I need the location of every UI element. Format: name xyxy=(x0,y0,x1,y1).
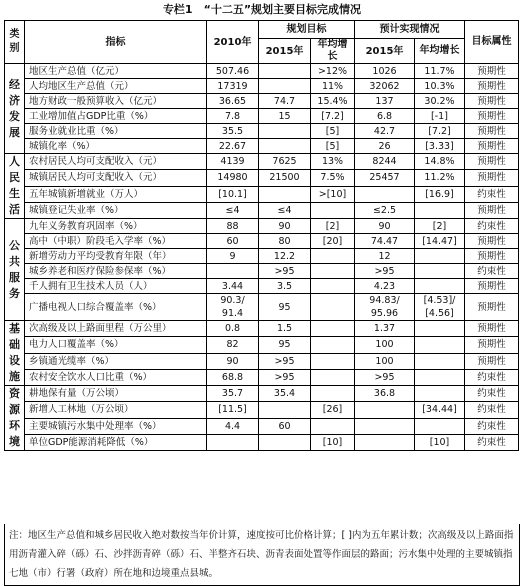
indicator-cell: 城乡养老和医疗保险参保率（%） xyxy=(25,264,207,279)
expected-2015-cell: >95 xyxy=(355,264,415,279)
attribute-cell: 预期性 xyxy=(465,353,519,369)
table-title: 专栏1 “十二五”规划主要目标完成情况 xyxy=(162,3,362,16)
attribute-cell: 预期性 xyxy=(465,109,519,124)
header-plan-2015: 2015年 xyxy=(259,39,311,64)
expected-2015-cell xyxy=(355,418,415,434)
table-row xyxy=(5,109,519,124)
table-row xyxy=(5,64,519,79)
plan-2015-cell: >95 xyxy=(259,353,311,369)
attribute-cell: 约束性 xyxy=(465,434,519,450)
table-row xyxy=(5,139,519,154)
table-row xyxy=(5,369,519,385)
header-category: 类别 xyxy=(5,21,25,64)
value-2010-cell: 7.8 xyxy=(207,109,259,124)
attribute-cell: 约束性 xyxy=(465,418,519,434)
header-2010: 2010年 xyxy=(207,21,259,64)
expected-2015-cell xyxy=(355,402,415,418)
plan-growth-cell: [5] xyxy=(311,124,355,139)
header-plan-growth: 年均增长 xyxy=(311,39,355,64)
value-2010-cell: 507.46 xyxy=(207,64,259,79)
value-2010-cell: 90.3/ 91.4 xyxy=(207,294,259,321)
expected-growth-cell: [14.47] xyxy=(415,234,465,249)
expected-growth-cell: 30.2% xyxy=(415,94,465,109)
expected-2015-cell: 90 xyxy=(355,219,415,234)
attribute-cell: 预期性 xyxy=(465,249,519,264)
expected-growth-cell xyxy=(415,386,465,402)
expected-2015-cell: 25457 xyxy=(355,170,415,186)
indicator-cell: 新增劳动力平均受教育年限（年） xyxy=(25,249,207,264)
expected-growth-cell: 10.3% xyxy=(415,79,465,94)
plan-2015-cell: 95 xyxy=(259,337,311,353)
plan-2015-cell xyxy=(259,186,311,202)
indicator-cell: 单位GDP能源消耗降低（%） xyxy=(25,434,207,450)
plan-growth-cell: [5] xyxy=(311,139,355,154)
plan-2015-cell: 3.5 xyxy=(259,279,311,294)
plan-growth-cell: [7.2] xyxy=(311,109,355,124)
table-row xyxy=(5,279,519,294)
attribute-cell: 预期性 xyxy=(465,139,519,154)
value-2010-cell: 14980 xyxy=(207,170,259,186)
plan-growth-cell xyxy=(311,321,355,337)
indicator-cell: 电力人口覆盖率（%） xyxy=(25,337,207,353)
plan-2015-cell: 60 xyxy=(259,418,311,434)
table-row xyxy=(5,264,519,279)
plan-2015-cell: 95 xyxy=(259,294,311,321)
expected-growth-cell: 11.2% xyxy=(415,170,465,186)
indicator-cell: 耕地保有量（万公顷） xyxy=(25,386,207,402)
expected-growth-cell xyxy=(415,249,465,264)
plan-growth-cell xyxy=(311,264,355,279)
expected-growth-cell xyxy=(415,279,465,294)
plan-growth-cell xyxy=(311,202,355,218)
value-2010-cell: 88 xyxy=(207,219,259,234)
plan-2015-cell: 35.4 xyxy=(259,386,311,402)
header-expected: 预计实现情况 xyxy=(355,21,465,39)
table-row xyxy=(5,234,519,249)
category-label: 公共服务 xyxy=(5,219,25,321)
expected-2015-cell: 8244 xyxy=(355,154,415,170)
plan-growth-cell xyxy=(311,369,355,385)
indicator-cell: 农村安全饮水人口比重（%） xyxy=(25,369,207,385)
expected-2015-cell: 100 xyxy=(355,353,415,369)
attribute-cell: 约束性 xyxy=(465,186,519,202)
plan-growth-cell: >12% xyxy=(311,64,355,79)
attribute-cell: 预期性 xyxy=(465,294,519,321)
expected-growth-cell: [16.9] xyxy=(415,186,465,202)
value-2010-cell: [11.5] xyxy=(207,402,259,418)
attribute-cell: 约束性 xyxy=(465,386,519,402)
expected-2015-cell: ≤2.5 xyxy=(355,202,415,218)
attribute-cell: 预期性 xyxy=(465,337,519,353)
attribute-cell: 预期性 xyxy=(465,154,519,170)
plan-2015-cell xyxy=(259,139,311,154)
indicator-cell: 主要城镇污水集中处理率（%） xyxy=(25,418,207,434)
table-row xyxy=(5,219,519,234)
indicator-cell: 乡镇通光缆率（%） xyxy=(25,353,207,369)
table-row xyxy=(5,337,519,353)
plan-2015-cell: 90 xyxy=(259,219,311,234)
expected-2015-cell: 1026 xyxy=(355,64,415,79)
expected-2015-cell: 32062 xyxy=(355,79,415,94)
value-2010-cell: 17319 xyxy=(207,79,259,94)
plan-2015-cell: 15 xyxy=(259,109,311,124)
expected-growth-cell xyxy=(415,264,465,279)
targets-table xyxy=(4,20,519,451)
expected-growth-cell xyxy=(415,418,465,434)
indicator-cell: 五年城镇新增就业（万人） xyxy=(25,186,207,202)
table-row xyxy=(5,434,519,450)
header-plan-target: 规划目标 xyxy=(259,21,355,39)
plan-growth-cell xyxy=(311,418,355,434)
table-row xyxy=(5,418,519,434)
plan-growth-cell xyxy=(311,353,355,369)
plan-growth-cell: [10] xyxy=(311,434,355,450)
expected-growth-cell: [34.44] xyxy=(415,402,465,418)
expected-2015-cell: 100 xyxy=(355,337,415,353)
indicator-cell: 工业增加值占GDP比重（%） xyxy=(25,109,207,124)
indicator-cell: 次高级及以上路面里程（万公里） xyxy=(25,321,207,337)
footnote: 注：地区生产总值和城乡居民收入绝对数按当年价计算，速度按可比价格计算；[ ]内为五年累计数；次高级及以上路面指用沥青灌入碎（砾）石、沙拌沥青碎（砾）石、半整齐石块、沥青表面处置等作面层的路面；污水集中处理的主要城镇指七地（市）行署（政府）所在地和边境重点县城。 xyxy=(4,524,520,586)
value-2010-cell: 3.44 xyxy=(207,279,259,294)
expected-2015-cell: 1.37 xyxy=(355,321,415,337)
expected-2015-cell: 12 xyxy=(355,249,415,264)
expected-growth-cell: [7.2] xyxy=(415,124,465,139)
expected-2015-cell: 74.47 xyxy=(355,234,415,249)
value-2010-cell: 35.5 xyxy=(207,124,259,139)
indicator-cell: 人均地区生产总值（元） xyxy=(25,79,207,94)
plan-growth-cell: [26] xyxy=(311,402,355,418)
indicator-cell: 城镇居民人均可支配收入（元） xyxy=(25,170,207,186)
plan-2015-cell: 7625 xyxy=(259,154,311,170)
value-2010-cell xyxy=(207,434,259,450)
plan-growth-cell: 11% xyxy=(311,79,355,94)
header-indicator: 指标 xyxy=(25,21,207,64)
indicator-cell: 地区生产总值（亿元） xyxy=(25,64,207,79)
plan-2015-cell: >95 xyxy=(259,264,311,279)
table-row xyxy=(5,124,519,139)
indicator-cell: 新增人工林地（万公顷） xyxy=(25,402,207,418)
expected-growth-cell xyxy=(415,202,465,218)
indicator-cell: 千人拥有卫生技术人员（人） xyxy=(25,279,207,294)
header-exp-growth: 年均增长 xyxy=(415,39,465,64)
indicator-cell: 城镇登记失业率（%） xyxy=(25,202,207,218)
plan-2015-cell: ≤4 xyxy=(259,202,311,218)
attribute-cell: 约束性 xyxy=(465,369,519,385)
attribute-cell: 预期性 xyxy=(465,170,519,186)
plan-2015-cell xyxy=(259,402,311,418)
expected-growth-cell xyxy=(415,337,465,353)
expected-2015-cell xyxy=(355,434,415,450)
value-2010-cell xyxy=(207,264,259,279)
table-body xyxy=(5,64,519,451)
plan-growth-cell: 7.5% xyxy=(311,170,355,186)
expected-2015-cell: 6.8 xyxy=(355,109,415,124)
plan-growth-cell: >[10] xyxy=(311,186,355,202)
table-row xyxy=(5,402,519,418)
plan-2015-cell xyxy=(259,434,311,450)
plan-2015-cell: >95 xyxy=(259,369,311,385)
value-2010-cell: ≤4 xyxy=(207,202,259,218)
expected-2015-cell: 36.8 xyxy=(355,386,415,402)
indicator-cell: 广播电视人口综合覆盖率（%） xyxy=(25,294,207,321)
attribute-cell: 预期性 xyxy=(465,321,519,337)
value-2010-cell: 36.65 xyxy=(207,94,259,109)
plan-growth-cell xyxy=(311,249,355,264)
expected-growth-cell: [-1] xyxy=(415,109,465,124)
value-2010-cell: 60 xyxy=(207,234,259,249)
plan-growth-cell xyxy=(311,294,355,321)
expected-growth-cell: [4.53]/ [4.56] xyxy=(415,294,465,321)
category-label: 人民生活 xyxy=(5,154,25,219)
table-row xyxy=(5,353,519,369)
plan-2015-cell: 74.7 xyxy=(259,94,311,109)
plan-2015-cell: 80 xyxy=(259,234,311,249)
category-label: 基础设施 xyxy=(5,321,25,386)
plan-2015-cell: 21500 xyxy=(259,170,311,186)
value-2010-cell: 90 xyxy=(207,353,259,369)
plan-2015-cell xyxy=(259,124,311,139)
plan-2015-cell xyxy=(259,79,311,94)
plan-growth-cell xyxy=(311,386,355,402)
plan-growth-cell: 13% xyxy=(311,154,355,170)
indicator-cell: 地方财政一般预算收入（亿元） xyxy=(25,94,207,109)
value-2010-cell: 22.67 xyxy=(207,139,259,154)
expected-growth-cell xyxy=(415,369,465,385)
table-row xyxy=(5,154,519,170)
value-2010-cell: 35.7 xyxy=(207,386,259,402)
table-row xyxy=(5,170,519,186)
table-row xyxy=(5,386,519,402)
table-row xyxy=(5,249,519,264)
attribute-cell: 预期性 xyxy=(465,94,519,109)
expected-2015-cell xyxy=(355,186,415,202)
attribute-cell: 预期性 xyxy=(465,79,519,94)
attribute-cell: 预期性 xyxy=(465,234,519,249)
expected-growth-cell: 11.7% xyxy=(415,64,465,79)
attribute-cell: 预期性 xyxy=(465,64,519,79)
plan-growth-cell: 15.4% xyxy=(311,94,355,109)
indicator-cell: 服务业就业比重（%） xyxy=(25,124,207,139)
indicator-cell: 农村居民人均可支配收入（元） xyxy=(25,154,207,170)
expected-growth-cell xyxy=(415,353,465,369)
expected-2015-cell: >95 xyxy=(355,369,415,385)
attribute-cell: 约束性 xyxy=(465,219,519,234)
table-row xyxy=(5,186,519,202)
expected-2015-cell: 26 xyxy=(355,139,415,154)
value-2010-cell: 4139 xyxy=(207,154,259,170)
table-row xyxy=(5,202,519,218)
plan-growth-cell: [20] xyxy=(311,234,355,249)
attribute-cell: 预期性 xyxy=(465,202,519,218)
value-2010-cell: [10.1] xyxy=(207,186,259,202)
value-2010-cell: 4.4 xyxy=(207,418,259,434)
value-2010-cell: 68.8 xyxy=(207,369,259,385)
header-attribute: 目标属性 xyxy=(465,21,519,64)
table-row xyxy=(5,294,519,321)
attribute-cell: 预期性 xyxy=(465,279,519,294)
table-row xyxy=(5,321,519,337)
expected-growth-cell: [3.33] xyxy=(415,139,465,154)
expected-2015-cell: 137 xyxy=(355,94,415,109)
indicator-cell: 城镇化率（%） xyxy=(25,139,207,154)
plan-2015-cell xyxy=(259,64,311,79)
plan-2015-cell: 12.2 xyxy=(259,249,311,264)
table-row xyxy=(5,94,519,109)
plan-growth-cell xyxy=(311,337,355,353)
attribute-cell: 约束性 xyxy=(465,402,519,418)
indicator-cell: 九年义务教育巩固率（%） xyxy=(25,219,207,234)
expected-2015-cell: 42.7 xyxy=(355,124,415,139)
value-2010-cell: 0.8 xyxy=(207,321,259,337)
category-label: 经济发展 xyxy=(5,64,25,154)
value-2010-cell: 82 xyxy=(207,337,259,353)
expected-growth-cell: 14.8% xyxy=(415,154,465,170)
plan-growth-cell xyxy=(311,279,355,294)
attribute-cell: 预期性 xyxy=(465,124,519,139)
expected-2015-cell: 94.83/ 95.96 xyxy=(355,294,415,321)
plan-growth-cell: [2] xyxy=(311,219,355,234)
plan-2015-cell: 1.5 xyxy=(259,321,311,337)
indicator-cell: 高中（中职）阶段毛入学率（%） xyxy=(25,234,207,249)
expected-growth-cell xyxy=(415,321,465,337)
expected-growth-cell: [2] xyxy=(415,219,465,234)
category-label: 资源环境 xyxy=(5,386,25,451)
attribute-cell: 约束性 xyxy=(465,264,519,279)
expected-2015-cell: 4.23 xyxy=(355,279,415,294)
table-row xyxy=(5,79,519,94)
expected-growth-cell: [10] xyxy=(415,434,465,450)
header-exp-2015: 2015年 xyxy=(355,39,415,64)
value-2010-cell: 9 xyxy=(207,249,259,264)
